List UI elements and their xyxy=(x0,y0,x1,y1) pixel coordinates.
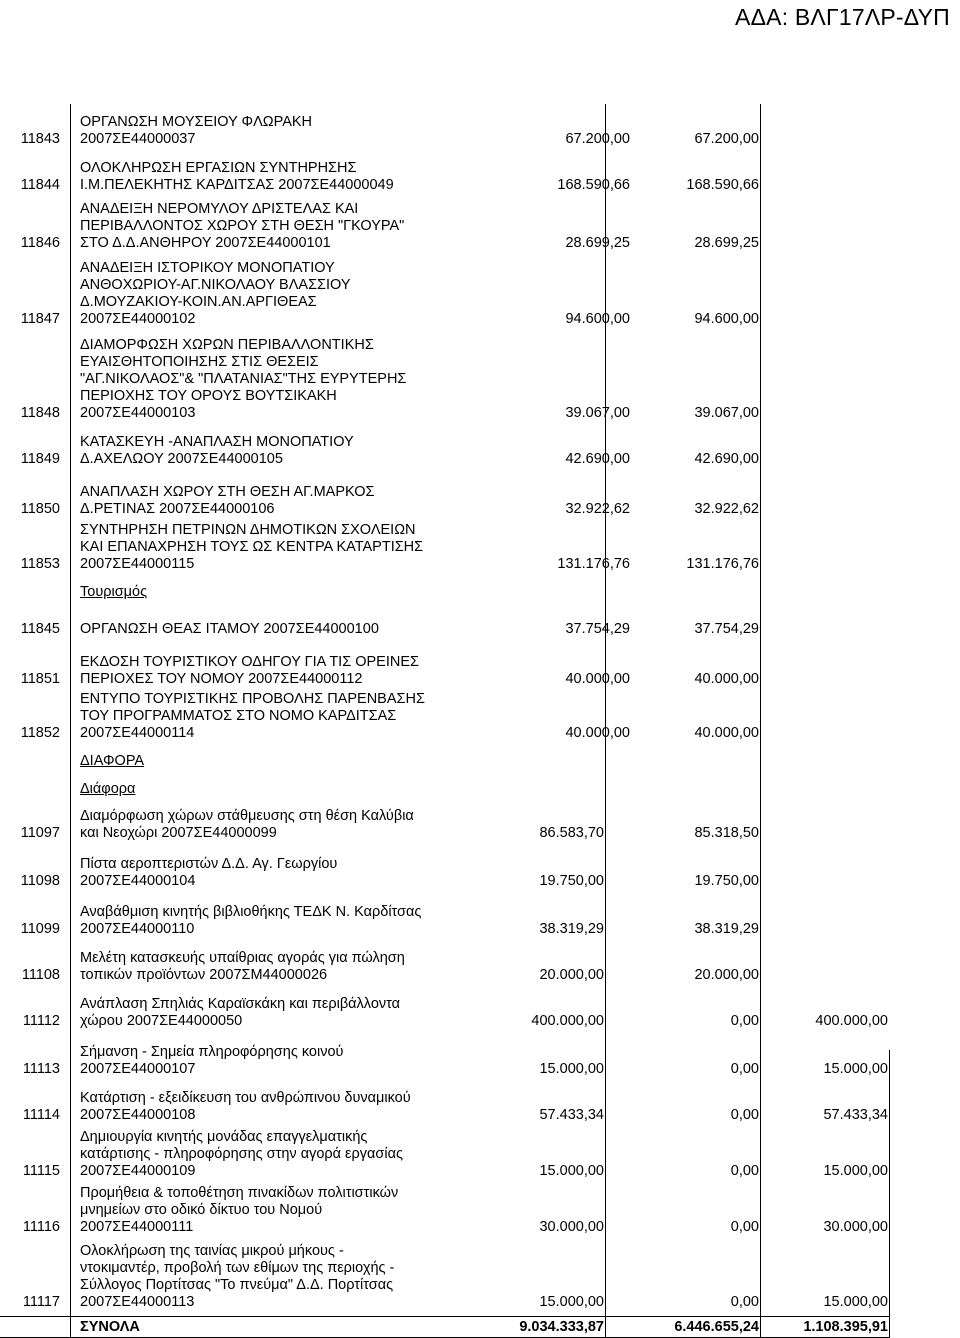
table-row xyxy=(0,260,960,328)
row-value-2: 40.000,00 xyxy=(694,671,759,687)
section-diafora: Διάφορα xyxy=(80,781,136,797)
table-row xyxy=(0,996,960,1030)
totals-v3: 1.108.395,91 xyxy=(803,1319,888,1335)
row-code: 11115 xyxy=(22,1163,60,1179)
row-value-1: 42.690,00 xyxy=(565,451,630,467)
row-code: 11112 xyxy=(22,1013,60,1029)
row-value-1: 94.600,00 xyxy=(565,311,630,327)
row-description: Αναβάθμιση κινητής βιβλιοθήκης ΤΕΔΚ Ν. Καρδίτσας 2007ΣΕ44000110 xyxy=(80,904,422,937)
row-code: 11853 xyxy=(20,556,60,572)
table-row xyxy=(0,856,960,890)
table-row xyxy=(0,160,960,194)
row-value-2: 85.318,50 xyxy=(694,825,759,841)
row-value-2: 40.000,00 xyxy=(694,725,759,741)
row-value-2: 39.067,00 xyxy=(694,405,759,421)
row-code: 11846 xyxy=(20,235,60,251)
row-value-1: 400.000,00 xyxy=(531,1013,604,1029)
table-row xyxy=(0,1044,960,1078)
table-row xyxy=(0,691,960,742)
row-description: ΑΝΑΔΕΙΞΗ ΙΣΤΟΡΙΚΟΥ ΜΟΝΟΠΑΤΙΟΥ ΑΝΘΟΧΩΡΙΟΥ-ΑΓ.ΝΙΚΟΛΑΟΥ ΒΛΑΣΣΙΟΥ Δ.ΜΟΥΖΑΚΙΟΥ-ΚΟΙΝ.ΑΝ.ΑΡΓΙΘΕΑΣ 2007ΣΕ44000102 xyxy=(80,260,351,327)
row-description: ΚΑΤΑΣΚΕΥΗ -ΑΝΑΠΛΑΣΗ ΜΟΝΟΠΑΤΙΟΥ Δ.ΑΧΕΛΩΟΥ 2007ΣΕ44000105 xyxy=(80,434,354,467)
row-value-2: 32.922,62 xyxy=(694,501,759,517)
table-row xyxy=(0,522,960,573)
row-value-2: 0,00 xyxy=(730,1107,759,1123)
row-value-1: 15.000,00 xyxy=(539,1294,604,1310)
row-value-2: 0,00 xyxy=(730,1163,759,1179)
table-row xyxy=(0,654,960,688)
row-description: Διαμόρφωση χώρων στάθμευσης στη θέση Καλύβια και Νεοχώρι 2007ΣΕ44000099 xyxy=(80,808,414,841)
row-description: ΟΡΓΑΝΩΣΗ ΘΕΑΣ ΙΤΑΜΟΥ 2007ΣΕ44000100 xyxy=(80,621,379,637)
row-value-1: 86.583,70 xyxy=(539,825,604,841)
row-value-2: 28.699,25 xyxy=(694,235,759,251)
ada-code: ΑΔΑ: ΒΛΓ17ΛΡ-ΔΥΠ xyxy=(735,4,950,30)
row-value-1: 38.319,29 xyxy=(539,921,604,937)
section-tourism: Τουρισμός xyxy=(80,584,148,600)
row-code: 11099 xyxy=(20,921,60,937)
row-value-2: 42.690,00 xyxy=(694,451,759,467)
row-description: ΕΚΔΟΣΗ ΤΟΥΡΙΣΤΙΚΟΥ ΟΔΗΓΟΥ ΓΙΑ ΤΙΣ ΟΡΕΙΝΕΣ ΠΕΡΙΟΧΕΣ ΤΟΥ ΝΟΜΟΥ 2007ΣΕ44000112 xyxy=(80,654,419,687)
row-value-3: 15.000,00 xyxy=(823,1294,888,1310)
row-code: 11844 xyxy=(20,177,60,193)
row-value-1: 40.000,00 xyxy=(565,725,630,741)
table-row xyxy=(0,904,960,938)
row-code: 11845 xyxy=(20,621,60,637)
row-code: 11097 xyxy=(20,825,60,841)
table-row xyxy=(0,1243,960,1311)
row-description: Πίστα αεροπτεριστών Δ.Δ. Αγ. Γεωργίου 2007ΣΕ44000104 xyxy=(80,856,338,889)
row-value-1: 67.200,00 xyxy=(565,131,630,147)
row-description: Προμήθεια & τοποθέτηση πινακίδων πολιτιστικών μνημείων στο οδικό δίκτυο του Νομού 2007ΣΕ44000111 xyxy=(80,1185,399,1235)
row-description: ΑΝΑΠΛΑΣΗ ΧΩΡΟΥ ΣΤΗ ΘΕΣΗ ΑΓ.ΜΑΡΚΟΣ Δ.ΡΕΤΙΝΑΣ 2007ΣΕ44000106 xyxy=(80,484,375,517)
row-code: 11843 xyxy=(20,131,60,147)
row-value-3: 57.433,34 xyxy=(823,1107,888,1123)
totals-v1: 9.034.333,87 xyxy=(519,1319,604,1335)
table-row xyxy=(0,201,960,252)
row-value-2: 0,00 xyxy=(730,1013,759,1029)
row-value-2: 20.000,00 xyxy=(694,967,759,983)
row-value-1: 168.590,66 xyxy=(557,177,630,193)
table-row xyxy=(0,808,960,842)
row-value-1: 39.067,00 xyxy=(565,405,630,421)
row-code: 11851 xyxy=(20,671,60,687)
row-description: ΕΝΤΥΠΟ ΤΟΥΡΙΣΤΙΚΗΣ ΠΡΟΒΟΛΗΣ ΠΑΡΕΝΒΑΣΗΣ ΤΟΥ ΠΡΟΓΡΑΜΜΑΤΟΣ ΣΤΟ ΝΟΜΟ ΚΑΡΔΙΤΣΑΣ 2007ΣΕ44000114 xyxy=(80,691,425,741)
row-description: ΑΝΑΔΕΙΞΗ ΝΕΡΟΜΥΛΟΥ ΔΡΙΣΤΕΛΑΣ ΚΑΙ ΠΕΡΙΒΑΛΛΟΝΤΟΣ ΧΩΡΟΥ ΣΤΗ ΘΕΣΗ "ΓΚΟΥΡΑ" ΣΤΟ Δ.Δ.ΑΝΘΗΡΟΥ 2007ΣΕ44000101 xyxy=(80,201,405,251)
row-description: Ολοκλήρωση της ταινίας μικρού μήκους - ντοκιμαντέρ, προβολή των εθίμων της περιοχής - Σύλλογος Πορτίτσας "Το πνεύμα" Δ.Δ. Πορτίτσας 2007ΣΕ44000113 xyxy=(80,1243,395,1310)
row-value-2: 0,00 xyxy=(730,1061,759,1077)
row-value-1: 19.750,00 xyxy=(539,873,604,889)
row-code: 11098 xyxy=(20,873,60,889)
row-value-1: 20.000,00 xyxy=(539,967,604,983)
row-value-1: 37.754,29 xyxy=(565,621,630,637)
row-code: 11849 xyxy=(20,451,60,467)
table-row xyxy=(0,950,960,984)
table-row xyxy=(0,1090,960,1124)
row-description: Μελέτη κατασκευής υπαίθριας αγοράς για πώληση τοπικών προϊόντων 2007ΣΜ44000026 xyxy=(80,950,405,983)
row-value-3: 15.000,00 xyxy=(823,1061,888,1077)
row-code: 11116 xyxy=(22,1219,60,1235)
row-value-2: 38.319,29 xyxy=(694,921,759,937)
table-row xyxy=(0,114,960,148)
row-value-2: 0,00 xyxy=(730,1294,759,1310)
row-value-1: 57.433,34 xyxy=(539,1107,604,1123)
row-value-1: 28.699,25 xyxy=(565,235,630,251)
row-value-2: 19.750,00 xyxy=(694,873,759,889)
row-value-3: 400.000,00 xyxy=(815,1013,888,1029)
row-value-2: 37.754,29 xyxy=(694,621,759,637)
table-row xyxy=(0,337,960,422)
table-row xyxy=(0,1185,960,1236)
totals-v2: 6.446.655,24 xyxy=(674,1319,759,1335)
row-value-3: 15.000,00 xyxy=(823,1163,888,1179)
row-value-3: 30.000,00 xyxy=(823,1219,888,1235)
row-code: 11108 xyxy=(21,967,60,983)
row-code: 11852 xyxy=(20,725,60,741)
row-description: Σήμανση - Σημεία πληροφόρησης κοινού 2007ΣΕ44000107 xyxy=(80,1044,344,1077)
table-row xyxy=(0,484,960,518)
row-code: 11847 xyxy=(20,311,60,327)
row-value-2: 0,00 xyxy=(730,1219,759,1235)
row-value-1: 15.000,00 xyxy=(539,1163,604,1179)
row-value-1: 30.000,00 xyxy=(539,1219,604,1235)
table-row xyxy=(0,621,960,638)
row-description: Ανάπλαση Σπηλιάς Καραϊσκάκη και περιβάλλοντα χώρου 2007ΣΕ44000050 xyxy=(80,996,401,1029)
totals-label: ΣΥΝΟΛΑ xyxy=(80,1319,140,1335)
row-value-1: 40.000,00 xyxy=(565,671,630,687)
row-value-2: 94.600,00 xyxy=(694,311,759,327)
totals-row xyxy=(0,1317,960,1337)
row-description: ΟΛΟΚΛΗΡΩΣΗ ΕΡΓΑΣΙΩΝ ΣΥΝΤΗΡΗΣΗΣ Ι.Μ.ΠΕΛΕΚΗΤΗΣ ΚΑΡΔΙΤΣΑΣ 2007ΣΕ44000049 xyxy=(80,160,394,193)
row-value-1: 131.176,76 xyxy=(557,556,630,572)
row-value-2: 168.590,66 xyxy=(686,177,759,193)
row-description: ΔΙΑΜΟΡΦΩΣΗ ΧΩΡΩΝ ΠΕΡΙΒΑΛΛΟΝΤΙΚΗΣ ΕΥΑΙΣΘΗΤΟΠΟΙΗΣΗΣ ΣΤΙΣ ΘΕΣΕΙΣ "ΑΓ.ΝΙΚΟΛΑΟΣ"& "ΠΛΑΤΑΝΙΑΣ"ΤΗΣ ΕΥΡΥΤΕΡΗΣ ΠΕΡΙΟΧΗΣ ΤΟΥ ΟΡΟΥΣ ΒΟΥΤΣΙΚΑΚΗ 2007ΣΕ44000103 xyxy=(80,337,407,421)
table-row xyxy=(0,434,960,468)
row-description: Κατάρτιση - εξειδίκευση του ανθρώπινου δυναμικού 2007ΣΕ44000108 xyxy=(80,1090,411,1123)
row-code: 11113 xyxy=(22,1061,60,1077)
row-code: 11848 xyxy=(20,405,60,421)
row-description: ΣΥΝΤΗΡΗΣΗ ΠΕΤΡΙΝΩΝ ΔΗΜΟΤΙΚΩΝ ΣΧΟΛΕΙΩΝ ΚΑΙ ΕΠΑΝΑΧΡΗΣΗ ΤΟΥΣ ΩΣ ΚΕΝΤΡΑ ΚΑΤΑΡΤΙΣΗΣ 2007ΣΕ44000115 xyxy=(80,522,424,572)
row-value-2: 67.200,00 xyxy=(694,131,759,147)
row-description: Δημιουργία κινητής μονάδας επαγγελματικής κατάρτισης - πληροφόρησης στην αγορά εργασίας 2007ΣΕ44000109 xyxy=(80,1129,403,1179)
section-diafora-upper: ΔΙΑΦΟΡΑ xyxy=(80,753,145,769)
row-value-1: 32.922,62 xyxy=(565,501,630,517)
table-row xyxy=(0,1129,960,1180)
row-code: 11114 xyxy=(22,1107,60,1123)
row-code: 11117 xyxy=(22,1294,60,1310)
row-value-1: 15.000,00 xyxy=(539,1061,604,1077)
row-description: ΟΡΓΑΝΩΣΗ ΜΟΥΣΕΙΟΥ ΦΛΩΡΑΚΗ 2007ΣΕ44000037 xyxy=(80,114,313,147)
row-value-2: 131.176,76 xyxy=(686,556,759,572)
row-code: 11850 xyxy=(20,501,60,517)
